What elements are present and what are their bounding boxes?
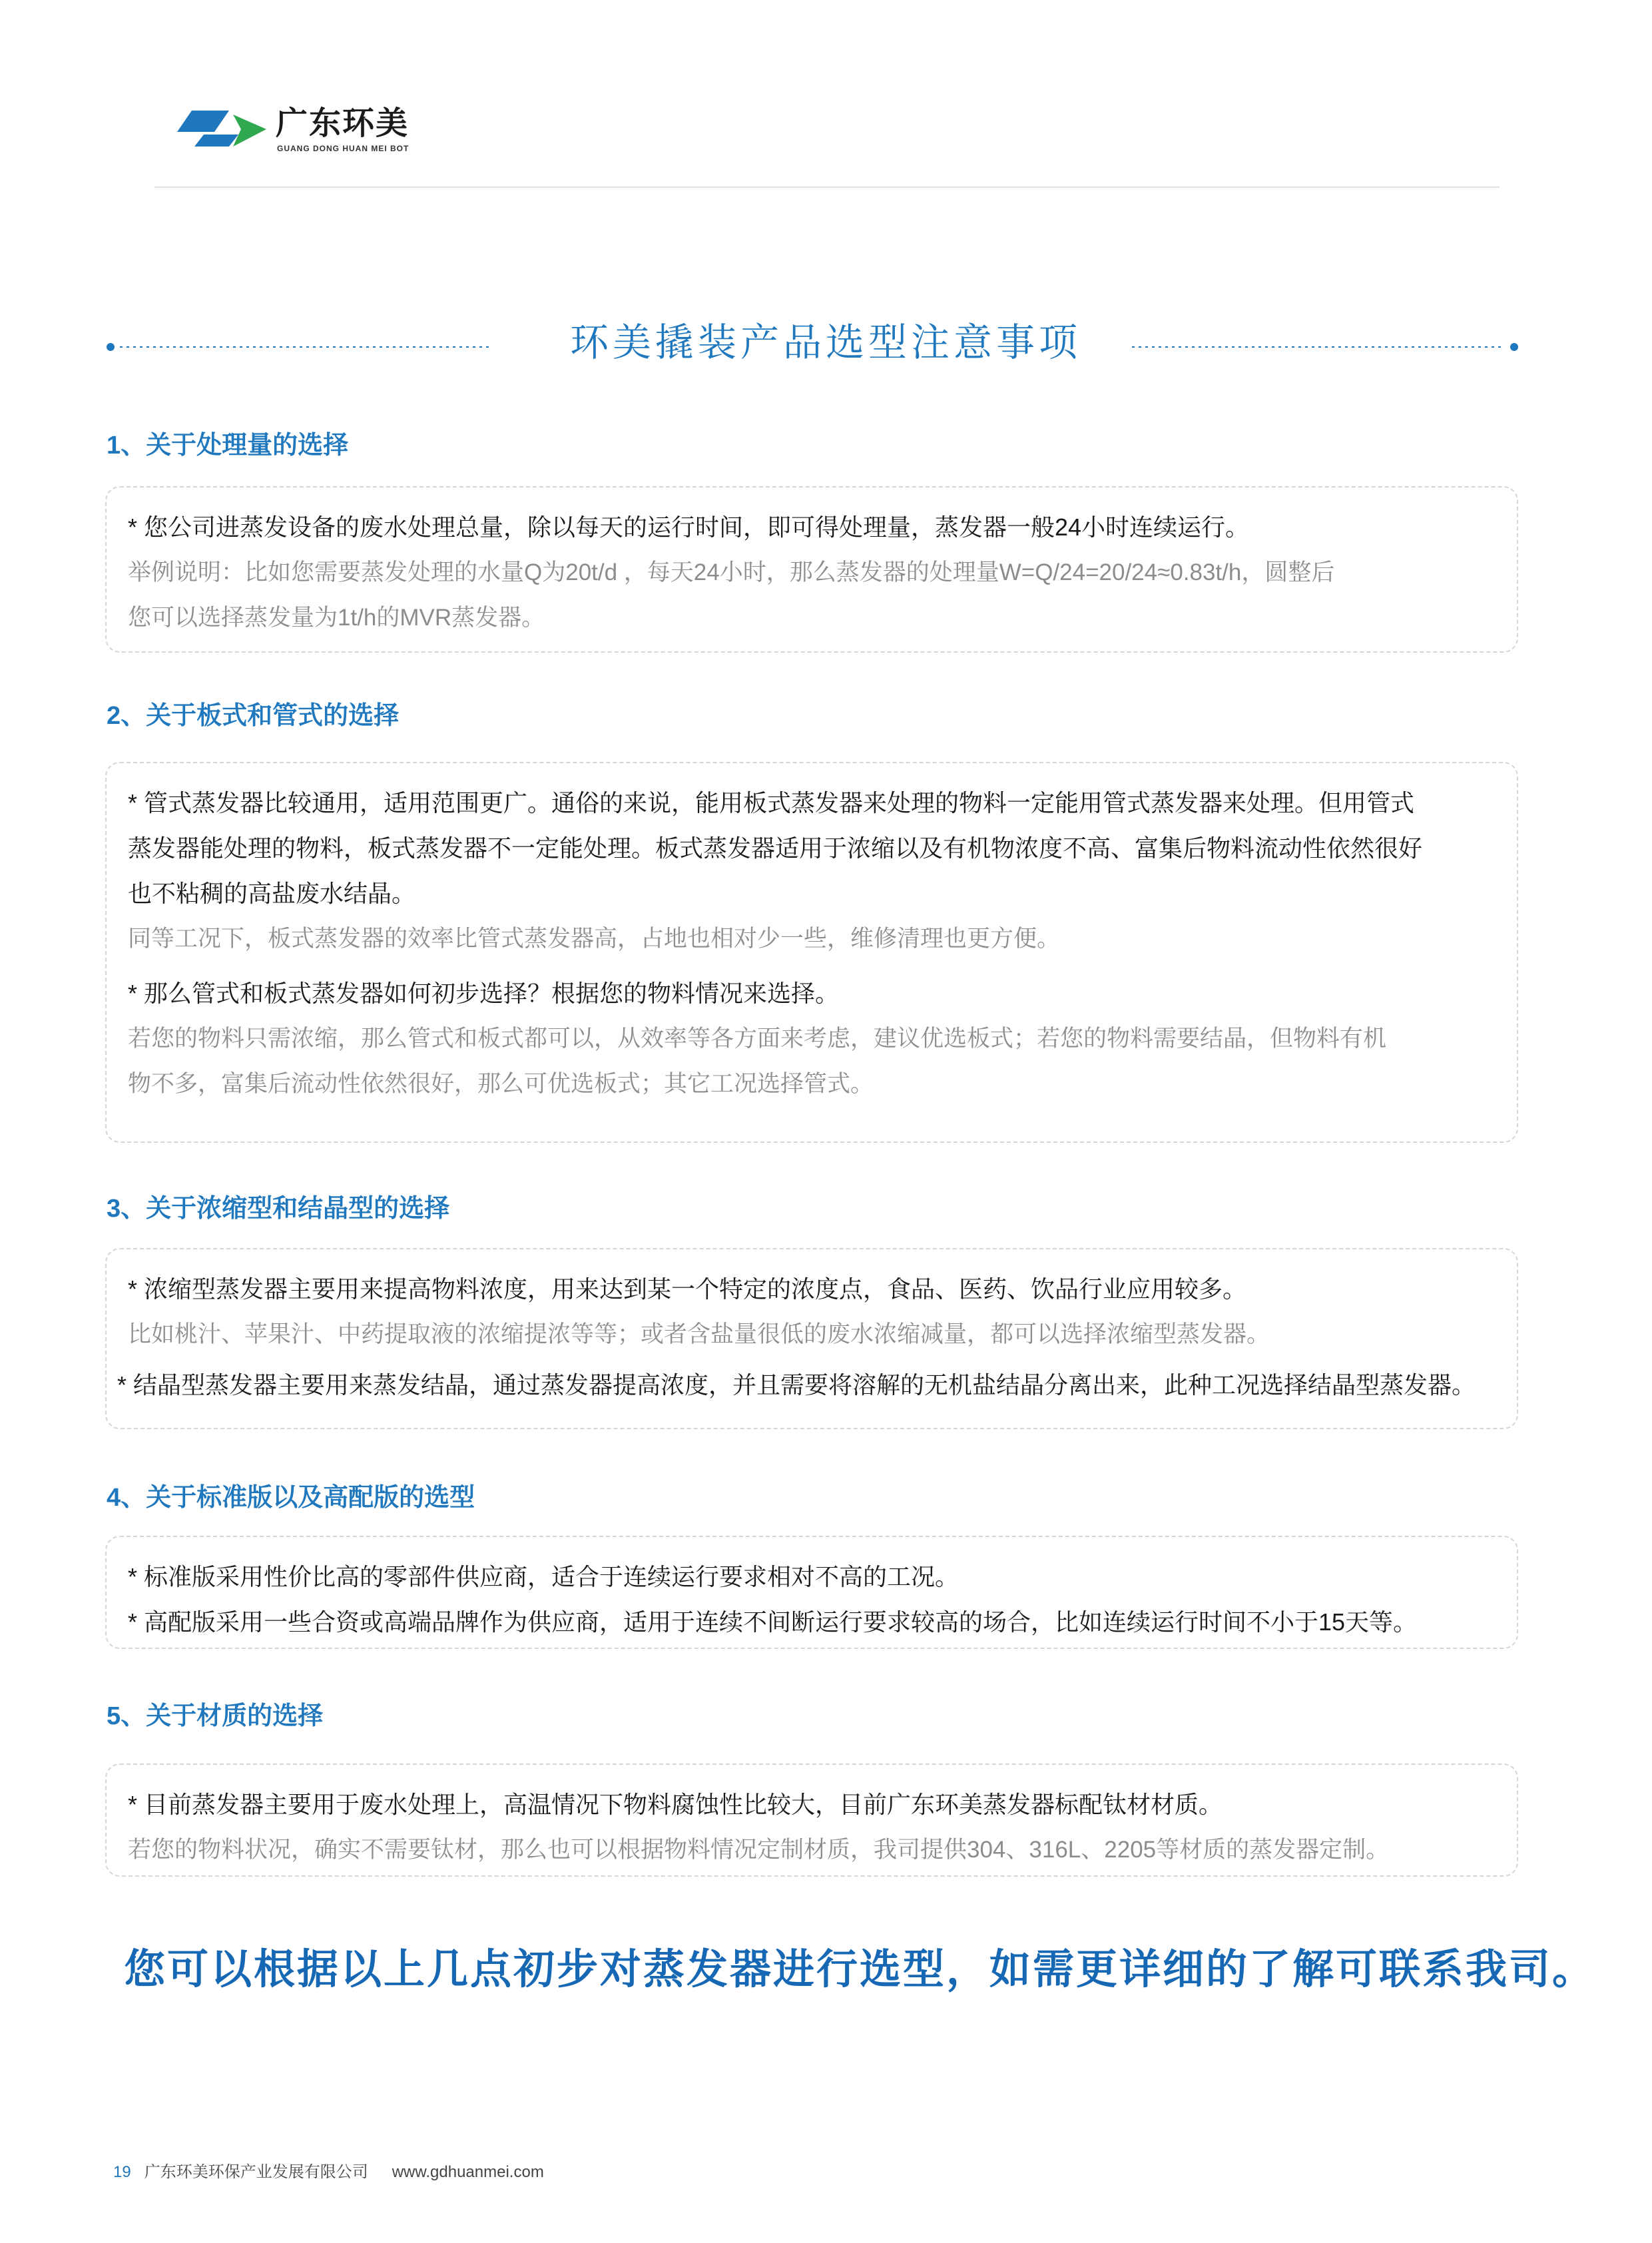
section-box-4	[105, 1536, 1518, 1649]
section-4-line-2: * 高配版采用一些合资或高端品牌作为供应商，适用于连续不间断运行要求较高的场合，比如连续运行时间不小于15天等。	[128, 1608, 1418, 1636]
section-box-5	[105, 1763, 1518, 1877]
section-5-line-2: 若您的物料状况，确实不需要钛材，那么也可以根据物料情况定制材质，我司提供304、316L、2205等材质的蒸发器定制。	[128, 1837, 1390, 1863]
section-3-line-3: * 结晶型蒸发器主要用来蒸发结晶，通过蒸发器提高浓度，并且需要将溶解的无机盐结晶分离出来，此种工况选择结晶型蒸发器。	[117, 1371, 1476, 1399]
section-1-line-2: 举例说明：比如您需要蒸发处理的水量Q为20t/d ，每天24小时，那么蒸发器的处理量W=Q/24=20/24≈0.83t/h，圆整后	[128, 559, 1335, 585]
section-4-line-1: * 标准版采用性价比高的零部件供应商，适合于连续运行要求相对不高的工况。	[128, 1563, 960, 1590]
section-3-line-2: 比如桃汁、苹果汁、中药提取液的浓缩提浓等等；或者含盐量很低的废水浓缩减量，都可以选择浓缩型蒸发器。	[128, 1321, 1270, 1347]
title-right-ornament	[1132, 343, 1518, 351]
section-3-line-1: * 浓缩型蒸发器主要用来提高物料浓度，用来达到某一个特定的浓度点，食品、医药、饮品行业应用较多。	[128, 1275, 1247, 1303]
section-2-line-5: * 那么管式和板式蒸发器如何初步选择？根据您的物料情况来选择。	[128, 980, 840, 1007]
section-5-line-1: * 目前蒸发器主要用于废水处理上，高温情况下物料腐蚀性比较大，目前广东环美蒸发器标配钛材材质。	[128, 1791, 1223, 1818]
section-box-1	[105, 486, 1518, 653]
section-heading-3: 3、关于浓缩型和结晶型的选择	[107, 1195, 450, 1223]
page-title: 环美撬装产品选型注意事项	[569, 321, 1081, 364]
section-1-line-3: 您可以选择蒸发量为1t/h的MVR蒸发器。	[128, 605, 545, 631]
header-divider	[154, 186, 1500, 188]
section-2-line-4: 同等工况下，板式蒸发器的效率比管式蒸发器高，占地也相对少一些，维修清理也更方便。	[128, 926, 1061, 952]
section-box-3	[105, 1248, 1518, 1429]
page-number: 19	[113, 2163, 131, 2181]
logo-text-en: GUANG DONG HUAN MEI BOT	[277, 144, 410, 153]
logo-icon	[177, 105, 266, 152]
section-2-line-7: 物不多，富集后流动性依然很好，那么可优选板式；其它工况选择管式。	[128, 1071, 874, 1097]
section-heading-4: 4、关于标准版以及高配版的选型	[107, 1484, 475, 1512]
section-2-line-1: * 管式蒸发器比较通用，适用范围更广。通俗的来说，能用板式蒸发器来处理的物料一定能用管式蒸发器来处理。但用管式	[128, 789, 1415, 816]
footer	[113, 2162, 544, 2183]
section-heading-2: 2、关于板式和管式的选择	[107, 702, 400, 730]
section-2-line-2: 蒸发器能处理的物料，板式蒸发器不一定能处理。板式蒸发器适用于浓缩以及有机物浓度不高、富集后物料流动性依然很好	[128, 834, 1423, 862]
section-box-2	[105, 762, 1518, 1143]
logo-text-cn: 广东环美	[276, 106, 410, 141]
section-2-line-3: 也不粘稠的高盐废水结晶。	[128, 880, 416, 907]
section-heading-5: 5、关于材质的选择	[107, 1702, 324, 1730]
section-2-line-6: 若您的物料只需浓缩，那么管式和板式都可以，从效率等各方面来考虑，建议优选板式；若您的物料需要结晶，但物料有机	[128, 1026, 1387, 1052]
closing-statement: 您可以根据以上几点初步对蒸发器进行选型，如需更详细的了解可联系我司。	[124, 1947, 1596, 1993]
section-heading-1: 1、关于处理量的选择	[107, 432, 349, 460]
footer-website[interactable]: www.gdhuanmei.com	[392, 2163, 544, 2181]
footer-company: 广东环美环保产业发展有限公司	[144, 2163, 368, 2181]
title-left-ornament	[107, 343, 493, 351]
section-1-line-1: * 您公司进蒸发设备的废水处理总量，除以每天的运行时间，即可得处理量，蒸发器一般24小时连续运行。	[128, 513, 1250, 541]
